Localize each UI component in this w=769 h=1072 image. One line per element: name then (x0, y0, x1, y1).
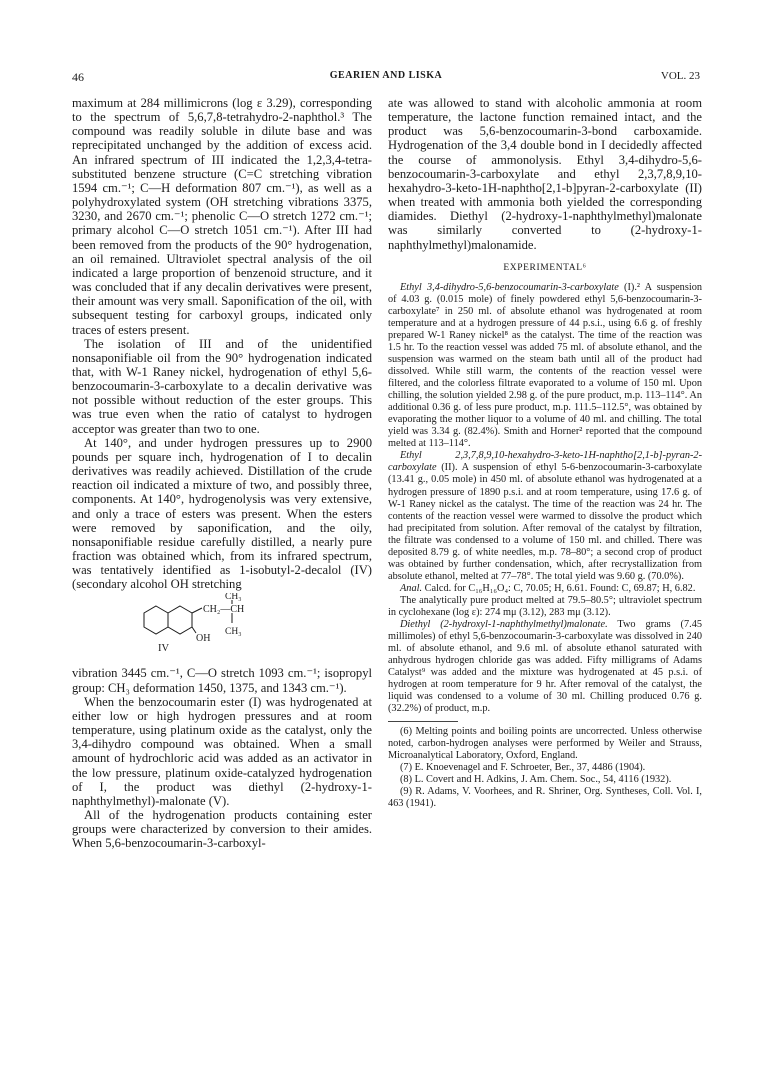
footnote: (7) E. Knoevenagel and F. Schroeter, Ber., 37, 4486 (1904). (400, 762, 646, 774)
procedure-text: (II). A suspension of ethyl 5-6-benzocoumarin-3-carboxylate (13.41 g., 0.05 mole) in 450 ml. of absolute ethanol was hydrogenated at a hydrogen pressure of 1890 p.s.i. and at room temperature, using 17.6 g. of W-1 Raney nickel as the catalyst. The time of the reaction was 24 hr. The contents of the reaction vessel were warmed to dissolve the product which had precipitated from solution. After removal of the catalyst by filtration, the filtrate was condensed to a volume of 150 ml. and chilled. There was deposited 8.79 g. of white needles, m.p. 78–80°; a second crop of product was obtained by further condensation, which, after recrystallization from absolute ethanol, melted at 77–78°. The total yield was 9.60 g. (70.0%). (388, 462, 702, 582)
chemical-structure-iv (72, 593, 372, 663)
ch3-top-label: CH₃ (225, 593, 242, 603)
page-number: 46 (72, 70, 84, 84)
procedure-title: Ethyl 2,3,7,8,9,10-hexahydro-3-keto-1H-naphtho[2,1-b]-pyran-2-carboxylate (388, 450, 702, 474)
footnote: (6) Melting points and boiling points are uncorrected. Unless otherwise noted, carbon-hydrogen analyses were performed by Weiler and Strauss, Microanalytical Laboratory, Oxford, England. (388, 726, 702, 762)
experimental-paragraph (388, 450, 702, 583)
procedure-title: Ethyl 3,4-dihydro-5,6-benzocoumarin-3-carboxylate (400, 281, 619, 293)
procedure-text: Two grams (7.45 millimoles) of ethyl 5,6-benzocoumarin-3-carboxylate was dissolved in 240 ml. of absolute ethanol, and 9.6 ml. of absolute ethanol saturated with anhydrous hydrogen chloride gas was added. Fifty milligrams of Adams Catalyst⁹ was added and the mixture was hydrogenated at 45 p.s.i. of hydrogen at room temperature for 9 hr. After removal of the catalyst, the liquid was condensed to a volume of 30 ml. Chilling produced 0.76 g. (32.2%) of product, m.p. (388, 619, 702, 715)
experimental-paragraph (388, 282, 702, 451)
left-column (72, 96, 372, 851)
footnote-divider (388, 721, 458, 722)
ch3-bottom-label: CH₃ (225, 627, 242, 638)
volume-label: VOL. 23 (660, 70, 700, 82)
procedure-title: Diethyl (2-hydroxyl-1-naphthylmethyl)malonate. (400, 619, 608, 631)
section-heading-experimental: EXPERIMENTAL⁶ (503, 262, 587, 273)
footnote: (9) R. Adams, V. Voorhees, and R. Shriner, Org. Syntheses, Coll. Vol. I, 463 (1941). (388, 786, 702, 810)
analysis-label: Anal. (400, 582, 423, 594)
structure-drawing (72, 593, 372, 663)
analysis-text: Calcd. for C₁₆H₁₆O₄: C, 70.05; H, 6.61. Found: C, 69.87; H, 6.82. (422, 582, 696, 594)
footnote: (8) L. Covert and H. Adkins, J. Am. Chem. Soc., 54, 4116 (1932). (400, 774, 672, 786)
procedure-text: (I).² A suspension of 4.03 g. (0.015 mole) of finely powdered ethyl 5,6-benzocoumarin-3-carboxylate⁷ in 250 ml. of absolute ethanol was hydrogenated at room temperature and at a hydrogen pressure of 44 p.s.i., using 6.6 g. of freshly prepared W-1 Raney nickel⁸ as the catalyst. The time of the reaction was 1.5 hr. To the reaction vessel was added 75 ml. of absolute ethanol, and the suspension was warmed on the steam bath until all of the product had dissolved. While still warm, the contents of the reaction vessel were filtered, and the colorless filtrate evaporated to a volume of 150 ml. Upon chilling, the solution yielded 2.98 g. of the pure product, m.p. 113–114°. An additional 0.36 g. of less pure product, m.p. 111.5–112.5°, was obtained by evaporating the mother liquor to a volume of 40 ml. and chilling. The total yield was 3.34 g. (82.4%). Smith and Horner² reported that the compound melted at 113–114°. (388, 281, 702, 450)
body-paragraph: ate was allowed to stand with alcoholic ammonia at room temperature, the lactone function remained intact, and the product was 5,6-benzocoumarin-3-bond carboxamide. Hydrogenation of the 3,4 double bond in I decidedly affected the course of ammonolysis. Ethyl 3,4-dihydro-5,6-benzocoumarin-3-carboxylate and ethyl 2,3,7,8,9,10-hexahydro-3-keto-1H-naphtho[2,1-b]pyran-2-carboxylate (II) when treated with ammonia both yielded the corresponding diamides. Diethyl (2-hydroxy-1-naphthylmethyl)malonate was similarly converted to (2-hydroxy-1-naphthylmethyl)malonamide. (388, 96, 702, 252)
ch2-ch-label: CH₂—CH (203, 604, 245, 616)
body-paragraph: vibration 3445 cm.⁻¹, C—O stretch 1093 cm.⁻¹; isopropyl group: CH₃ deformation 1450, 1375, and 1343 cm.⁻¹). (72, 666, 372, 695)
body-paragraph: At 140°, and under hydrogen pressures up to 2900 pounds per square inch, hydrogenation of I to decalin derivatives was readily achieved. Distillation of the crude reaction oil indicated a mixture of two, and possibly three, components. At 140°, hydrogenolysis was very extensive, and only a trace of esters was present. When the esters were removed by saponification, and the oily, nonsaponifiable residue carefully distilled, a nearly pure fraction was obtained which, from its infrared spectrum, was tentatively identified as 1-isobutyl-2-decalol (IV) (secondary alcohol OH stretching (72, 435, 372, 592)
running-head-authors: GEARIEN AND LISKA (329, 70, 443, 81)
body-paragraph: The isolation of III and of the unidentified nonsaponifiable oil from the 90° hydrogenation indicated that, with W-1 Raney nickel, hydrogenation of ethyl 5,6-benzocoumarin-3-carboxylate to a decalin derivative was not possible without reduction of the ester groups. This was true even when the ratio of catalyst to hydrogen acceptor was greater than two to one. (72, 336, 372, 436)
experimental-paragraph (388, 619, 702, 715)
right-column (388, 96, 702, 810)
body-paragraph: When the benzocoumarin ester (I) was hydrogenated at either low or high hydrogen pressures and at room temperature, using platinum oxide as the catalyst, only the 3,4-dihydro compound was obtained. When a small amount of hydrochloric acid was added as an activator in the low pressure, platinum oxide-catalyzed hydrogenation of I, the product was diethyl (2-hydroxy-1-naphthylmethyl)-malonate (V). (72, 694, 372, 808)
page-header (72, 70, 700, 86)
oh-label: OH (196, 633, 211, 645)
compound-number-label: IV (158, 643, 170, 655)
body-paragraph: maximum at 284 millimicrons (log ε 3.29), corresponding to the spectrum of 5,6,7,8-tetrahydro-2-naphthol.³ The compound was readily soluble in dilute base and was reprecipitated unchanged by the addition of excess acid. An infrared spectrum of III indicated the 1,2,3,4-tetra-substituted benzene structure (C=C stretching vibration 1594 cm.⁻¹; C—H deformation 807 cm.⁻¹), as well as a polyhydroxylated system (OH stretching vibrations 3375, 3230, and 2670 cm.⁻¹; phenolic C—O stretch 1272 cm.⁻¹; primary alcohol C—O stretch 1051 cm.⁻¹). After III had been removed from the products of the 90° hydrogenation, an oil remained. Ultraviolet spectral analysis of the oil indicated a large proportion of benzenoid structure, and it was concluded that if any decalin derivatives were present, their amount was very small. Saponification of the oil, with subsequent testing for carboxyl groups, indicated only traces of esters present. (72, 96, 372, 337)
experimental-paragraph: The analytically pure product melted at 79.5–80.5°; ultraviolet spectrum in cyclohexane (log ε): 274 mμ (3.12), 283 mμ (3.12). (388, 594, 702, 618)
body-paragraph: All of the hydrogenation products containing ester groups were characterized by conversion to their amides. When 5,6-benzocoumarin-3-carboxyl- (72, 808, 372, 851)
analysis-paragraph (388, 583, 702, 595)
